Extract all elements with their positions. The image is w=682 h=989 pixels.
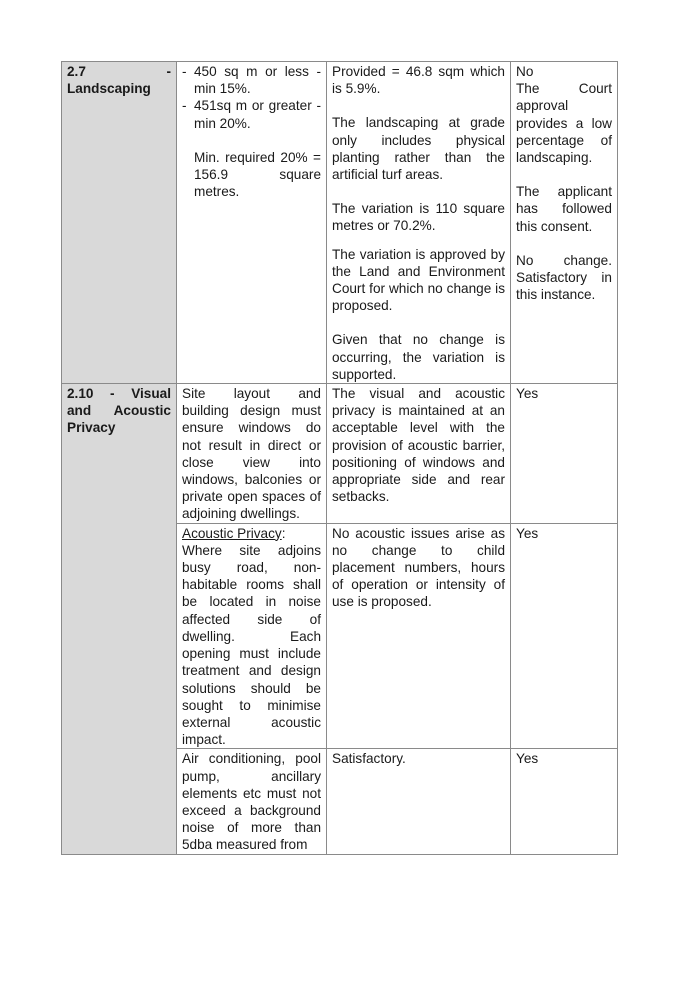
compliance-text: The Court approval provides a low percentage of landscaping. [516, 81, 612, 166]
heading-title: Landscaping [67, 81, 151, 97]
compliance-text: No change. Satisfactory in this instance. [516, 252, 612, 303]
compliance-status: No [516, 64, 534, 79]
row-heading-privacy: 2.10 - Visual and Acoustic Privacy [62, 384, 177, 854]
control-cell: Site layout and building design must ensure windows do not result in direct or close view into windows, balconies or private open spaces of adjoining dwellings. [177, 384, 327, 524]
control-note: Min. required 20% = 156.9 square metres. [194, 149, 321, 200]
control-cell: Air conditioning, pool pump, ancillary elements etc must not exceed a background noise of more than 5dba measured from [177, 749, 327, 854]
control-text: Where site adjoins busy road, non-habitable rooms shall be located in noise affected side of dwelling. Each opening must include treatment and design solutions should be sought to minimise external acoustic impact. [182, 542, 321, 748]
compliance-cell: Yes [511, 749, 618, 854]
table-row [62, 62, 618, 384]
compliance-text: The applicant has followed this consent. [516, 184, 612, 234]
proposal-cell: No acoustic issues arise as no change to child placement numbers, hours of operation or intensity of use is proposed. [327, 523, 511, 749]
compliance-table [61, 61, 618, 855]
table-row [62, 384, 618, 524]
heading-dash: - [166, 64, 171, 79]
list-item: - 450 sq m or less - min 15%. [182, 63, 321, 97]
proposal-cell [327, 62, 511, 384]
compliance-cell: Yes [511, 523, 618, 749]
row-heading-landscaping [62, 62, 177, 384]
acoustic-privacy-title: Acoustic Privacy [182, 525, 282, 541]
list-item: - 451sq m or greater - min 20%. [182, 97, 321, 131]
proposal-text: The variation is approved by the Land and Environment Court for which no change is proposed. [332, 246, 505, 314]
proposal-text: Provided = 46.8 sqm which is 5.9%. [332, 64, 505, 97]
proposal-text: The variation is 110 square metres or 70.2%. [332, 201, 505, 234]
proposal-text: The landscaping at grade only includes physical planting rather than the artificial turf areas. [332, 115, 505, 183]
proposal-text: Given that no change is occurring, the variation is supported. [332, 332, 505, 382]
control-list [182, 63, 321, 132]
control-cell [177, 62, 327, 384]
proposal-cell: The visual and acoustic privacy is maintained at an acceptable level with the provision of acoustic barrier, positioning of windows and appropriate side and rear setbacks. [327, 384, 511, 524]
control-cell [177, 523, 327, 749]
compliance-cell: Yes [511, 384, 618, 524]
heading-number: 2.7 [67, 64, 86, 79]
proposal-cell: Satisfactory. [327, 749, 511, 854]
compliance-cell [511, 62, 618, 384]
title-colon: : [281, 525, 286, 541]
